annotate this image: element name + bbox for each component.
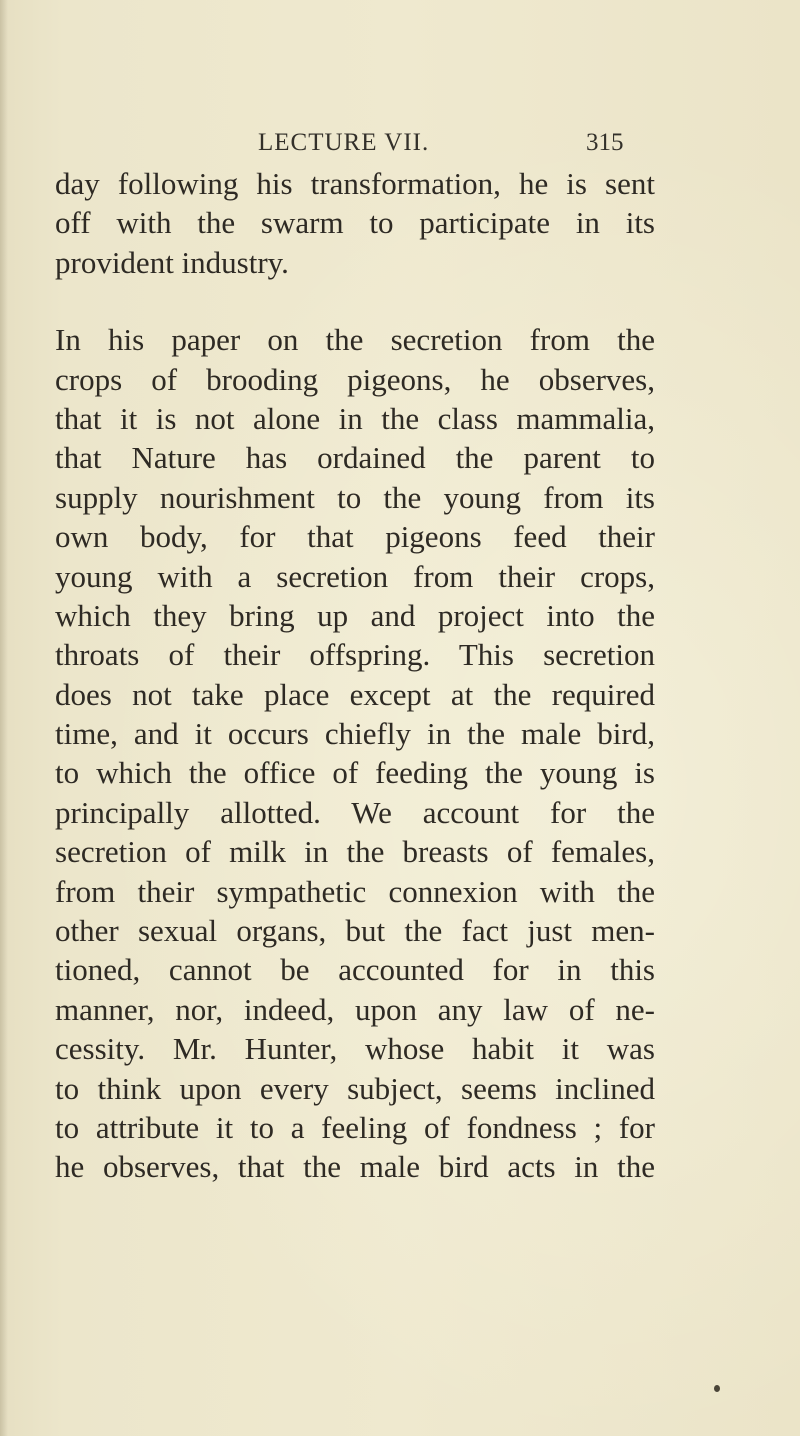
text-line: time, and it occurs chiefly in the male bird, <box>55 716 655 752</box>
text-line: day following his transformation, he is sent <box>55 166 655 201</box>
text-line: other sexual organs, but the fact just men- <box>55 913 655 949</box>
text-line: tioned, cannot be accounted for in this <box>55 952 655 988</box>
text-line: that it is not alone in the class mammalia, <box>55 400 655 436</box>
text-line: does not take place except at the required <box>55 676 655 712</box>
running-head <box>40 129 760 163</box>
text-line: to which the office of feeding the young is <box>55 755 655 791</box>
text-line: he observes, that the male bird acts in the <box>55 1149 655 1185</box>
page-gutter-shadow <box>0 0 8 1436</box>
text-line: to attribute it to a feeling of fondness ; for <box>55 1109 655 1145</box>
text-line: which they bring up and project into the <box>55 597 655 633</box>
text-line: from their sympathetic connexion with the <box>55 873 655 909</box>
text-line: In his paper on the secretion from the <box>55 322 655 358</box>
text-line: principally allotted. We account for the <box>55 794 655 830</box>
paragraph-1 <box>55 164 655 282</box>
text-line: secretion of milk in the breasts of females, <box>55 834 655 870</box>
text-line: cessity. Mr. Hunter, whose habit it was <box>55 1031 655 1067</box>
paragraph-gap <box>55 282 655 320</box>
text-line: that Nature has ordained the parent to <box>55 440 655 476</box>
text-line: off with the swarm to participate in its <box>55 205 655 241</box>
text-line: supply nourishment to the young from its <box>55 479 655 515</box>
text-line: provident industry. <box>55 244 289 280</box>
ink-speck <box>714 1385 720 1392</box>
text-line: throats of their offspring. This secretion <box>55 637 655 673</box>
text-line: manner, nor, indeed, upon any law of ne- <box>55 991 655 1027</box>
paragraph-2 <box>55 320 655 1187</box>
text-line: crops of brooding pigeons, he observes, <box>55 361 655 397</box>
body-text <box>55 164 655 1187</box>
page-number: 315 <box>586 129 624 156</box>
text-line: to think upon every subject, seems inclined <box>55 1070 655 1106</box>
running-head-title: LECTURE VII. <box>258 129 430 156</box>
text-line: young with a secretion from their crops, <box>55 558 655 594</box>
text-line: own body, for that pigeons feed their <box>55 519 655 555</box>
